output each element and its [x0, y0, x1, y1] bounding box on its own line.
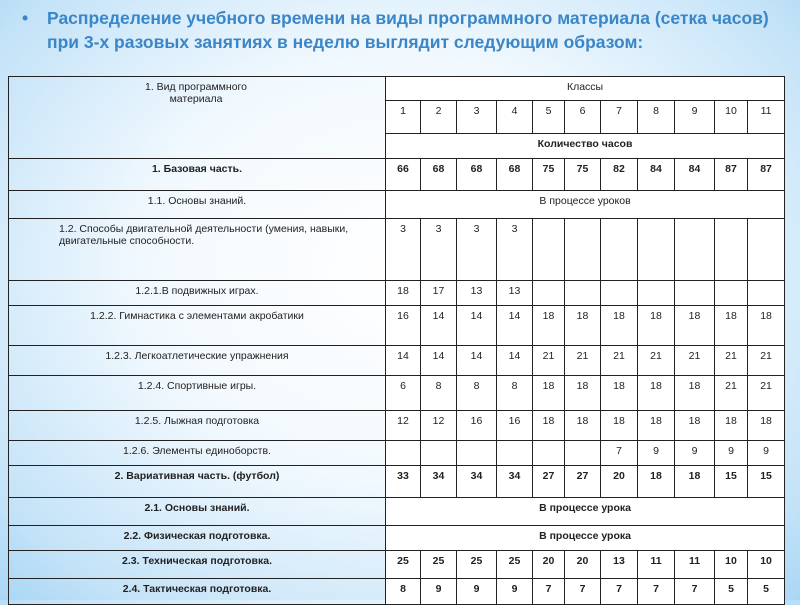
hours-cell: 9 [497, 579, 533, 605]
hours-cell: 18 [748, 306, 785, 346]
hours-cell [497, 441, 533, 466]
row-label: 1. Базовая часть. [9, 159, 386, 191]
span-cell: В процессе уроков [386, 191, 785, 219]
hours-cell: 18 [601, 376, 638, 411]
hours-cell: 75 [565, 159, 601, 191]
hours-cell: 15 [715, 466, 748, 498]
hours-cell: 25 [386, 551, 421, 579]
table-row [9, 219, 785, 281]
hours-cell: 18 [675, 306, 715, 346]
hours-cell: 18 [565, 306, 601, 346]
hours-cell: 21 [638, 346, 675, 376]
hours-cell: 12 [386, 411, 421, 441]
table-row [9, 376, 785, 411]
hours-cell: 68 [457, 159, 497, 191]
hours-cell: 20 [533, 551, 565, 579]
hours-cell: 10 [715, 551, 748, 579]
row-label: 1.2.1.В подвижных играх. [9, 281, 386, 306]
hours-cell: 15 [748, 466, 785, 498]
hours-cell: 8 [421, 376, 457, 411]
class-number: 10 [715, 101, 748, 134]
hours-cell: 5 [748, 579, 785, 605]
hours-cell: 3 [421, 219, 457, 281]
hours-cell: 12 [421, 411, 457, 441]
hours-cell: 87 [748, 159, 785, 191]
hours-cell: 7 [601, 579, 638, 605]
row-label: 1.2.5. Лыжная подготовка [9, 411, 386, 441]
hours-cell: 18 [675, 411, 715, 441]
hours-cell: 14 [497, 306, 533, 346]
hours-cell: 14 [421, 306, 457, 346]
hours-cell [715, 219, 748, 281]
hours-cell: 18 [386, 281, 421, 306]
hours-cell: 7 [601, 441, 638, 466]
hours-cell: 18 [748, 411, 785, 441]
table-row [9, 159, 785, 191]
table-row [9, 579, 785, 605]
row-label: 2.3. Техническая подготовка. [9, 551, 386, 579]
hours-cell: 21 [565, 346, 601, 376]
table-row [9, 466, 785, 498]
hours-cell [533, 441, 565, 466]
hours-cell [386, 441, 421, 466]
hours-cell: 21 [715, 346, 748, 376]
hours-cell: 10 [748, 551, 785, 579]
hours-cell: 11 [675, 551, 715, 579]
hours-cell: 16 [497, 411, 533, 441]
hours-cell: 7 [533, 579, 565, 605]
hours-cell: 18 [533, 306, 565, 346]
hours-cell: 18 [638, 466, 675, 498]
hours-cell: 7 [565, 579, 601, 605]
hours-cell: 8 [386, 579, 421, 605]
hours-cell: 34 [421, 466, 457, 498]
hours-cell [533, 219, 565, 281]
hours-cell: 9 [457, 579, 497, 605]
hours-cell [421, 441, 457, 466]
hours-cell: 27 [565, 466, 601, 498]
table-row [9, 551, 785, 579]
hours-cell: 9 [421, 579, 457, 605]
hours-cell: 18 [675, 466, 715, 498]
table-row [9, 191, 785, 219]
class-number: 8 [638, 101, 675, 134]
hours-cell [638, 281, 675, 306]
hours-cell: 6 [386, 376, 421, 411]
hours-cell: 9 [675, 441, 715, 466]
hours-cell [565, 281, 601, 306]
hours-cell [715, 281, 748, 306]
row-label: 2.1. Основы знаний. [9, 498, 386, 526]
hours-cell: 20 [601, 466, 638, 498]
class-number: 1 [386, 101, 421, 134]
row-label: 1.1. Основы знаний. [9, 191, 386, 219]
hours-cell: 8 [497, 376, 533, 411]
row-label: 1.2.4. Спортивные игры. [9, 376, 386, 411]
hours-cell [748, 281, 785, 306]
hours-cell [638, 219, 675, 281]
hours-cell: 82 [601, 159, 638, 191]
hours-header: Количество часов [386, 134, 785, 159]
hours-cell: 21 [748, 346, 785, 376]
hours-cell: 33 [386, 466, 421, 498]
hours-cell [601, 219, 638, 281]
table-row [9, 411, 785, 441]
hours-cell: 18 [638, 306, 675, 346]
hours-cell: 21 [715, 376, 748, 411]
hours-cell: 18 [675, 376, 715, 411]
hours-cell: 18 [565, 376, 601, 411]
hours-cell: 13 [457, 281, 497, 306]
hours-cell: 25 [457, 551, 497, 579]
hours-cell: 68 [497, 159, 533, 191]
hours-cell: 68 [421, 159, 457, 191]
row-label: 1.2. Способы двигательной деятельности (умения, навыки, двигательные способности. [9, 219, 386, 281]
hours-cell: 14 [457, 346, 497, 376]
hours-cell: 18 [638, 411, 675, 441]
hours-cell: 25 [497, 551, 533, 579]
hours-cell: 18 [533, 376, 565, 411]
hours-cell: 18 [601, 411, 638, 441]
class-number: 3 [457, 101, 497, 134]
classes-header: Классы [386, 77, 785, 101]
row-label: 1.2.2. Гимнастика с элементами акробатики [9, 306, 386, 346]
row-label: 1.2.6. Элементы единоборств. [9, 441, 386, 466]
hours-cell: 14 [386, 346, 421, 376]
hours-cell: 7 [638, 579, 675, 605]
hours-cell [533, 281, 565, 306]
class-number: 5 [533, 101, 565, 134]
hours-cell: 14 [457, 306, 497, 346]
hours-cell: 7 [675, 579, 715, 605]
table-row [9, 526, 785, 551]
hours-cell: 14 [497, 346, 533, 376]
hours-cell: 16 [386, 306, 421, 346]
hours-cell: 3 [497, 219, 533, 281]
hours-cell: 17 [421, 281, 457, 306]
hours-cell: 34 [457, 466, 497, 498]
hours-cell: 34 [497, 466, 533, 498]
row-label: 2. Вариативная часть. (футбол) [9, 466, 386, 498]
span-cell: В процессе урока [386, 498, 785, 526]
hours-cell: 14 [421, 346, 457, 376]
hours-cell: 18 [533, 411, 565, 441]
class-number: 4 [497, 101, 533, 134]
hours-cell [675, 219, 715, 281]
hours-cell: 21 [533, 346, 565, 376]
class-number: 6 [565, 101, 601, 134]
hours-cell: 8 [457, 376, 497, 411]
hours-cell: 75 [533, 159, 565, 191]
hours-table [8, 76, 785, 605]
hours-cell: 11 [638, 551, 675, 579]
row-label: 2.4. Тактическая подготовка. [9, 579, 386, 605]
class-number: 11 [748, 101, 785, 134]
span-cell: В процессе урока [386, 526, 785, 551]
hours-cell [748, 219, 785, 281]
table-row [9, 281, 785, 306]
hours-cell: 9 [715, 441, 748, 466]
hours-cell [601, 281, 638, 306]
class-number: 2 [421, 101, 457, 134]
hours-cell [675, 281, 715, 306]
hours-cell: 16 [457, 411, 497, 441]
hours-cell [457, 441, 497, 466]
hours-cell: 21 [601, 346, 638, 376]
hours-cell: 9 [748, 441, 785, 466]
hours-cell: 18 [638, 376, 675, 411]
bullet-icon: • [22, 8, 29, 28]
class-number: 7 [601, 101, 638, 134]
hours-cell: 84 [675, 159, 715, 191]
table-row [9, 306, 785, 346]
hours-cell: 18 [715, 411, 748, 441]
column-header-material: 1. Вид программного материала [9, 77, 386, 159]
hours-cell: 87 [715, 159, 748, 191]
hours-cell [565, 441, 601, 466]
title-text: Распределение учебного времени на виды программного материала (сетка часов) при 3-х разовых занятиях в неделю выглядит следующим образом: [47, 8, 769, 52]
hours-cell: 20 [565, 551, 601, 579]
hours-cell: 9 [638, 441, 675, 466]
hours-cell: 18 [565, 411, 601, 441]
slide-title [22, 6, 792, 54]
table-row [9, 498, 785, 526]
hours-cell: 5 [715, 579, 748, 605]
hours-cell: 21 [748, 376, 785, 411]
hours-cell: 21 [675, 346, 715, 376]
row-label: 1.2.3. Легкоатлетические упражнения [9, 346, 386, 376]
hours-cell: 3 [457, 219, 497, 281]
table-row [9, 441, 785, 466]
hours-cell: 13 [497, 281, 533, 306]
class-number: 9 [675, 101, 715, 134]
hours-cell: 25 [421, 551, 457, 579]
hours-cell: 27 [533, 466, 565, 498]
hours-cell: 13 [601, 551, 638, 579]
hours-cell [565, 219, 601, 281]
table-row [9, 346, 785, 376]
hours-cell: 3 [386, 219, 421, 281]
hours-cell: 18 [601, 306, 638, 346]
hours-cell: 84 [638, 159, 675, 191]
hours-cell: 18 [715, 306, 748, 346]
hours-cell: 66 [386, 159, 421, 191]
row-label: 2.2. Физическая подготовка. [9, 526, 386, 551]
